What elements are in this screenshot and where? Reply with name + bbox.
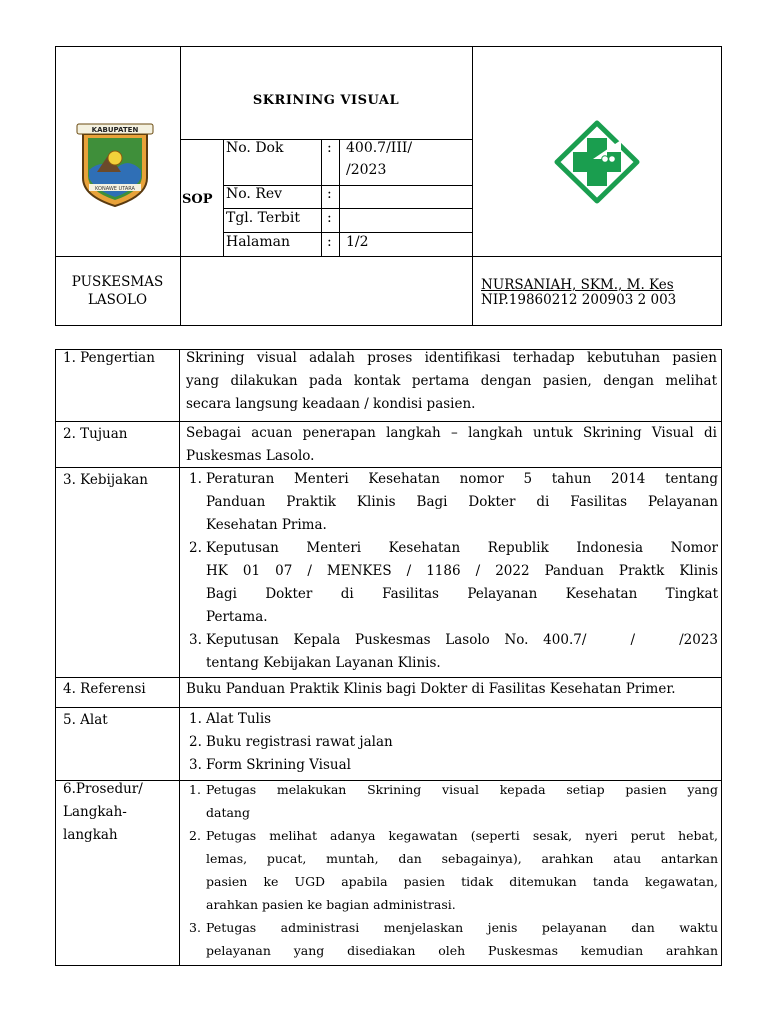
kebijakan-item-line: Keputusan Kepala Puskesmas Lasolo No. 400.7/ / /2023 [206,632,718,648]
sop-label: SOP [182,192,213,207]
section-label-prosedur: Langkah- [63,804,127,820]
kebijakan-item-line: Panduan Praktik Klinis Bagi Dokter di Fasilitas Pelayanan [206,494,718,510]
kebijakan-item-line: Bagi Dokter di Fasilitas Pelayanan Kesehatan Tingkat [206,586,718,602]
signer-nip: NIP.19860212 200903 2 003 [481,292,677,308]
tujuan-line: Sebagai acuan penerapan langkah – langkah untuk Skrining Visual di [186,425,717,441]
field-label-halaman: Halaman [226,234,291,250]
referensi-text: Buku Panduan Praktik Klinis bagi Dokter di Fasilitas Kesehatan Primer. [186,681,676,697]
kebijakan-item-line: Peraturan Menteri Kesehatan nomor 5 tahun 2014 tentang [206,471,718,487]
field-sep: : [327,140,332,156]
kebijakan-item-line: tentang Kebijakan Layanan Klinis. [206,655,441,671]
prosedur-item-line: pasien ke UGD apabila pasien tidak ditemukan tanda kegawatan, [206,874,718,889]
field-value-no-dok-2: /2023 [346,162,387,178]
kebijakan-item-number: 3. [189,632,202,648]
alat-item-number: 2. [189,734,202,750]
alat-item: Form Skrining Visual [206,757,351,773]
field-sep: : [327,234,332,250]
section-label-pengertian: 1. Pengertian [63,350,155,366]
pengertian-line: yang dilakukan pada kontak pertama dengan pasien, dengan melihat [186,373,717,389]
section-label-prosedur: langkah [63,827,118,843]
prosedur-item-line: arahkan pasien ke bagian administrasi. [206,897,456,912]
field-sep: : [327,186,332,202]
section-label-referensi: 4. Referensi [63,681,146,697]
kebijakan-item-line: Kesehatan Prima. [206,517,327,533]
kebijakan-item-line: Pertama. [206,609,268,625]
field-value-halaman: 1/2 [346,234,369,250]
prosedur-item-line: lemas, pucat, muntah, dan sebagainya), arahkan atau antarkan [206,851,718,866]
prosedur-item-number: 1. [189,782,201,797]
alat-item-number: 1. [189,711,202,727]
document-title: SKRINING VISUAL [252,93,400,108]
field-value-no-dok: 400.7/III/ [346,140,413,156]
kebijakan-item-line: Keputusan Menteri Kesehatan Republik Indonesia Nomor [206,540,718,556]
field-label-no-dok: No. Dok [226,140,284,156]
kebijakan-item-number: 2. [189,540,202,556]
alat-item-number: 3. [189,757,202,773]
section-label-tujuan: 2. Tujuan [63,426,128,442]
field-label-tgl-terbit: Tgl. Terbit [226,210,300,226]
prosedur-item-line: Petugas administrasi menjelaskan jenis pelayanan dan waktu [206,920,718,935]
alat-item: Alat Tulis [206,711,272,727]
alat-item: Buku registrasi rawat jalan [206,734,393,750]
kebijakan-item-line: HK 01 07 / MENKES / 1186 / 2022 Panduan Praktk Klinis [206,563,718,579]
field-sep: : [327,210,332,226]
pengertian-line: secara langsung keadaan / kondisi pasien. [186,396,476,412]
pengertian-line: Skrining visual adalah proses identifikasi terhadap kebutuhan pasien [186,350,717,366]
prosedur-item-number: 3. [189,920,201,935]
prosedur-item-line: pelayanan yang disediakan oleh Puskesmas kemudian arahkan [206,943,718,958]
prosedur-item-number: 2. [189,828,201,843]
prosedur-item-line: datang [206,805,250,820]
signer-name: NURSANIAH, SKM., M. Kes [481,277,674,293]
logo-banner-text: KABUPATEN [91,126,139,134]
kebijakan-item-number: 1. [189,471,202,487]
prosedur-item-line: Petugas melihat adanya kegawatan (seperti sesak, nyeri perut hebat, [206,828,718,843]
tujuan-line: Puskesmas Lasolo. [186,448,315,464]
puskesmas-logo [553,120,641,204]
section-label-prosedur: 6.Prosedur/ [63,781,143,797]
logo-motto-text: KONAWE UTARA [95,186,135,192]
field-label-no-rev: No. Rev [226,186,283,202]
section-label-alat: 5. Alat [63,712,108,728]
org-name-line1: PUSKESMAS [71,274,164,290]
section-label-kebijakan: 3. Kebijakan [63,472,149,488]
kabupaten-logo [75,120,155,210]
org-name-line2: LASOLO [87,292,148,308]
prosedur-item-line: Petugas melakukan Skrining visual kepada setiap pasien yang [206,782,718,797]
